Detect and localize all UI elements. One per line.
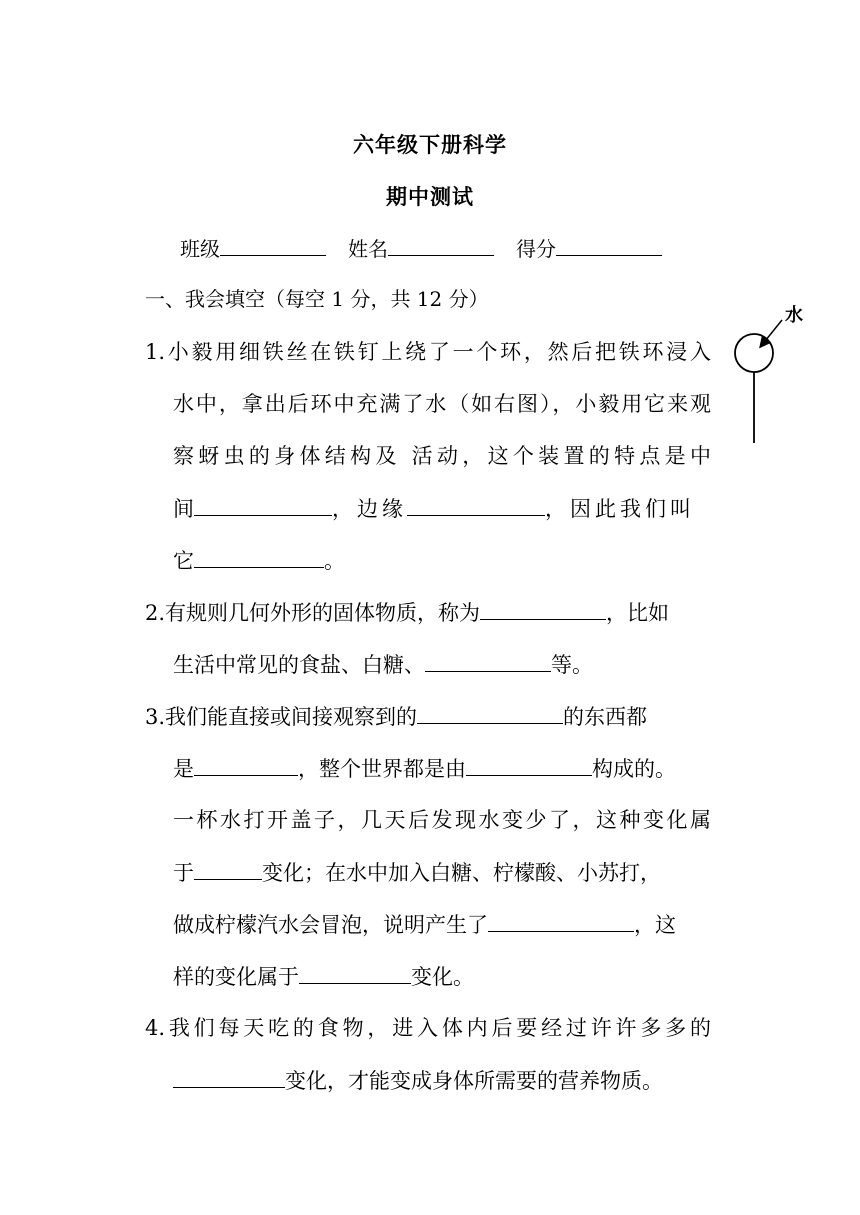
q2-text-1b: ，比如 (606, 601, 670, 625)
q3-text-2b: ，整个世界都是由 (298, 757, 466, 781)
q1-text-4c: ，因此我们叫 (545, 497, 695, 521)
score-field (516, 233, 662, 264)
q3-text-5b: ，这 (634, 913, 676, 937)
q3-text-2a: 是 (173, 757, 194, 781)
q3-text-4a: 于 (173, 861, 194, 885)
section-heading: 一、我会填空（每空 1 分，共 12 分） (145, 287, 489, 311)
q3-line-1 (145, 701, 647, 732)
class-label: 班级 (180, 237, 220, 261)
q3-text-6a: 样的变化属于 (173, 965, 299, 989)
name-label: 姓名 (348, 237, 388, 261)
name-field (348, 233, 494, 264)
q1-line-3: 察蚜虫的身体结构及 活动，这个装置的特点是中 (173, 444, 711, 468)
q1-blank-3[interactable] (194, 545, 324, 568)
q3-line-3: 一杯水打开盖子，几天后发现水变少了，这种变化属 (173, 808, 711, 832)
q3-blank-6[interactable] (299, 961, 411, 984)
q1-blank-1[interactable] (194, 493, 332, 516)
score-label: 得分 (516, 237, 556, 261)
q2-line-1 (145, 597, 669, 628)
q3-line-4 (173, 857, 661, 888)
name-blank[interactable] (388, 233, 494, 256)
water-loop-figure (720, 300, 840, 450)
q3-text-2c: 构成的。 (592, 757, 676, 781)
q1-blank-2[interactable] (407, 493, 545, 516)
q3-line-5 (173, 909, 676, 940)
q4-line-2 (173, 1065, 663, 1096)
q1-line-2: 水中，拿出后环中充满了水（如右图），小毅用它来观 (173, 392, 711, 416)
q1-line-5 (173, 545, 345, 576)
q3-text-1b: 的东西都 (563, 705, 648, 729)
q1-line-4 (173, 493, 695, 524)
q2-text-2a: 生活中常见的食盐、白糖、 (173, 653, 425, 677)
score-blank[interactable] (556, 233, 662, 256)
q4-blank-1[interactable] (173, 1065, 285, 1088)
q4-line-1: 4.我们每天吃的食物，进入体内后要经过许许多多的 (145, 1016, 711, 1040)
class-field (180, 233, 326, 264)
q3-text-5a: 做成柠檬汽水会冒泡，说明产生了 (173, 913, 488, 937)
q1-text-4a: 间 (173, 497, 194, 521)
q3-blank-4[interactable] (194, 857, 262, 880)
q3-blank-5[interactable] (488, 909, 634, 932)
document-subtitle: 期中测试 (386, 185, 474, 209)
wire-loop-icon (735, 334, 773, 372)
pointer-arrow-icon (761, 320, 782, 346)
q1-line-1: 1.小毅用细铁丝在铁钉上绕了一个环，然后把铁环浸入 (145, 340, 711, 364)
q1-text-5b: 。 (324, 549, 345, 573)
q3-blank-1[interactable] (417, 701, 563, 724)
q3-line-2 (173, 753, 676, 784)
q2-text-1a: 2.有规则几何外形的固体物质，称为 (145, 601, 481, 625)
q2-blank-1[interactable] (480, 597, 606, 620)
q2-line-2 (173, 649, 593, 680)
q1-text-5a: 它 (173, 549, 194, 573)
student-info-row (180, 233, 684, 264)
q3-blank-3[interactable] (466, 753, 592, 776)
water-label: 水 (785, 305, 803, 326)
q3-text-1a: 3.我们能直接或间接观察到的 (145, 705, 418, 729)
q2-blank-2[interactable] (425, 649, 551, 672)
q2-text-2b: 等。 (551, 653, 593, 677)
document-title: 六年级下册科学 (353, 133, 507, 157)
q3-line-6 (173, 961, 474, 992)
q4-text-2b: 变化，才能变成身体所需要的营养物质。 (285, 1069, 663, 1093)
q3-text-4b: 变化；在水中加入白糖、柠檬酸、小苏打， (262, 861, 661, 885)
class-blank[interactable] (220, 233, 326, 256)
q1-text-4b: ，边缘 (332, 497, 407, 521)
q3-text-6b: 变化。 (411, 965, 474, 989)
q3-blank-2[interactable] (194, 753, 298, 776)
